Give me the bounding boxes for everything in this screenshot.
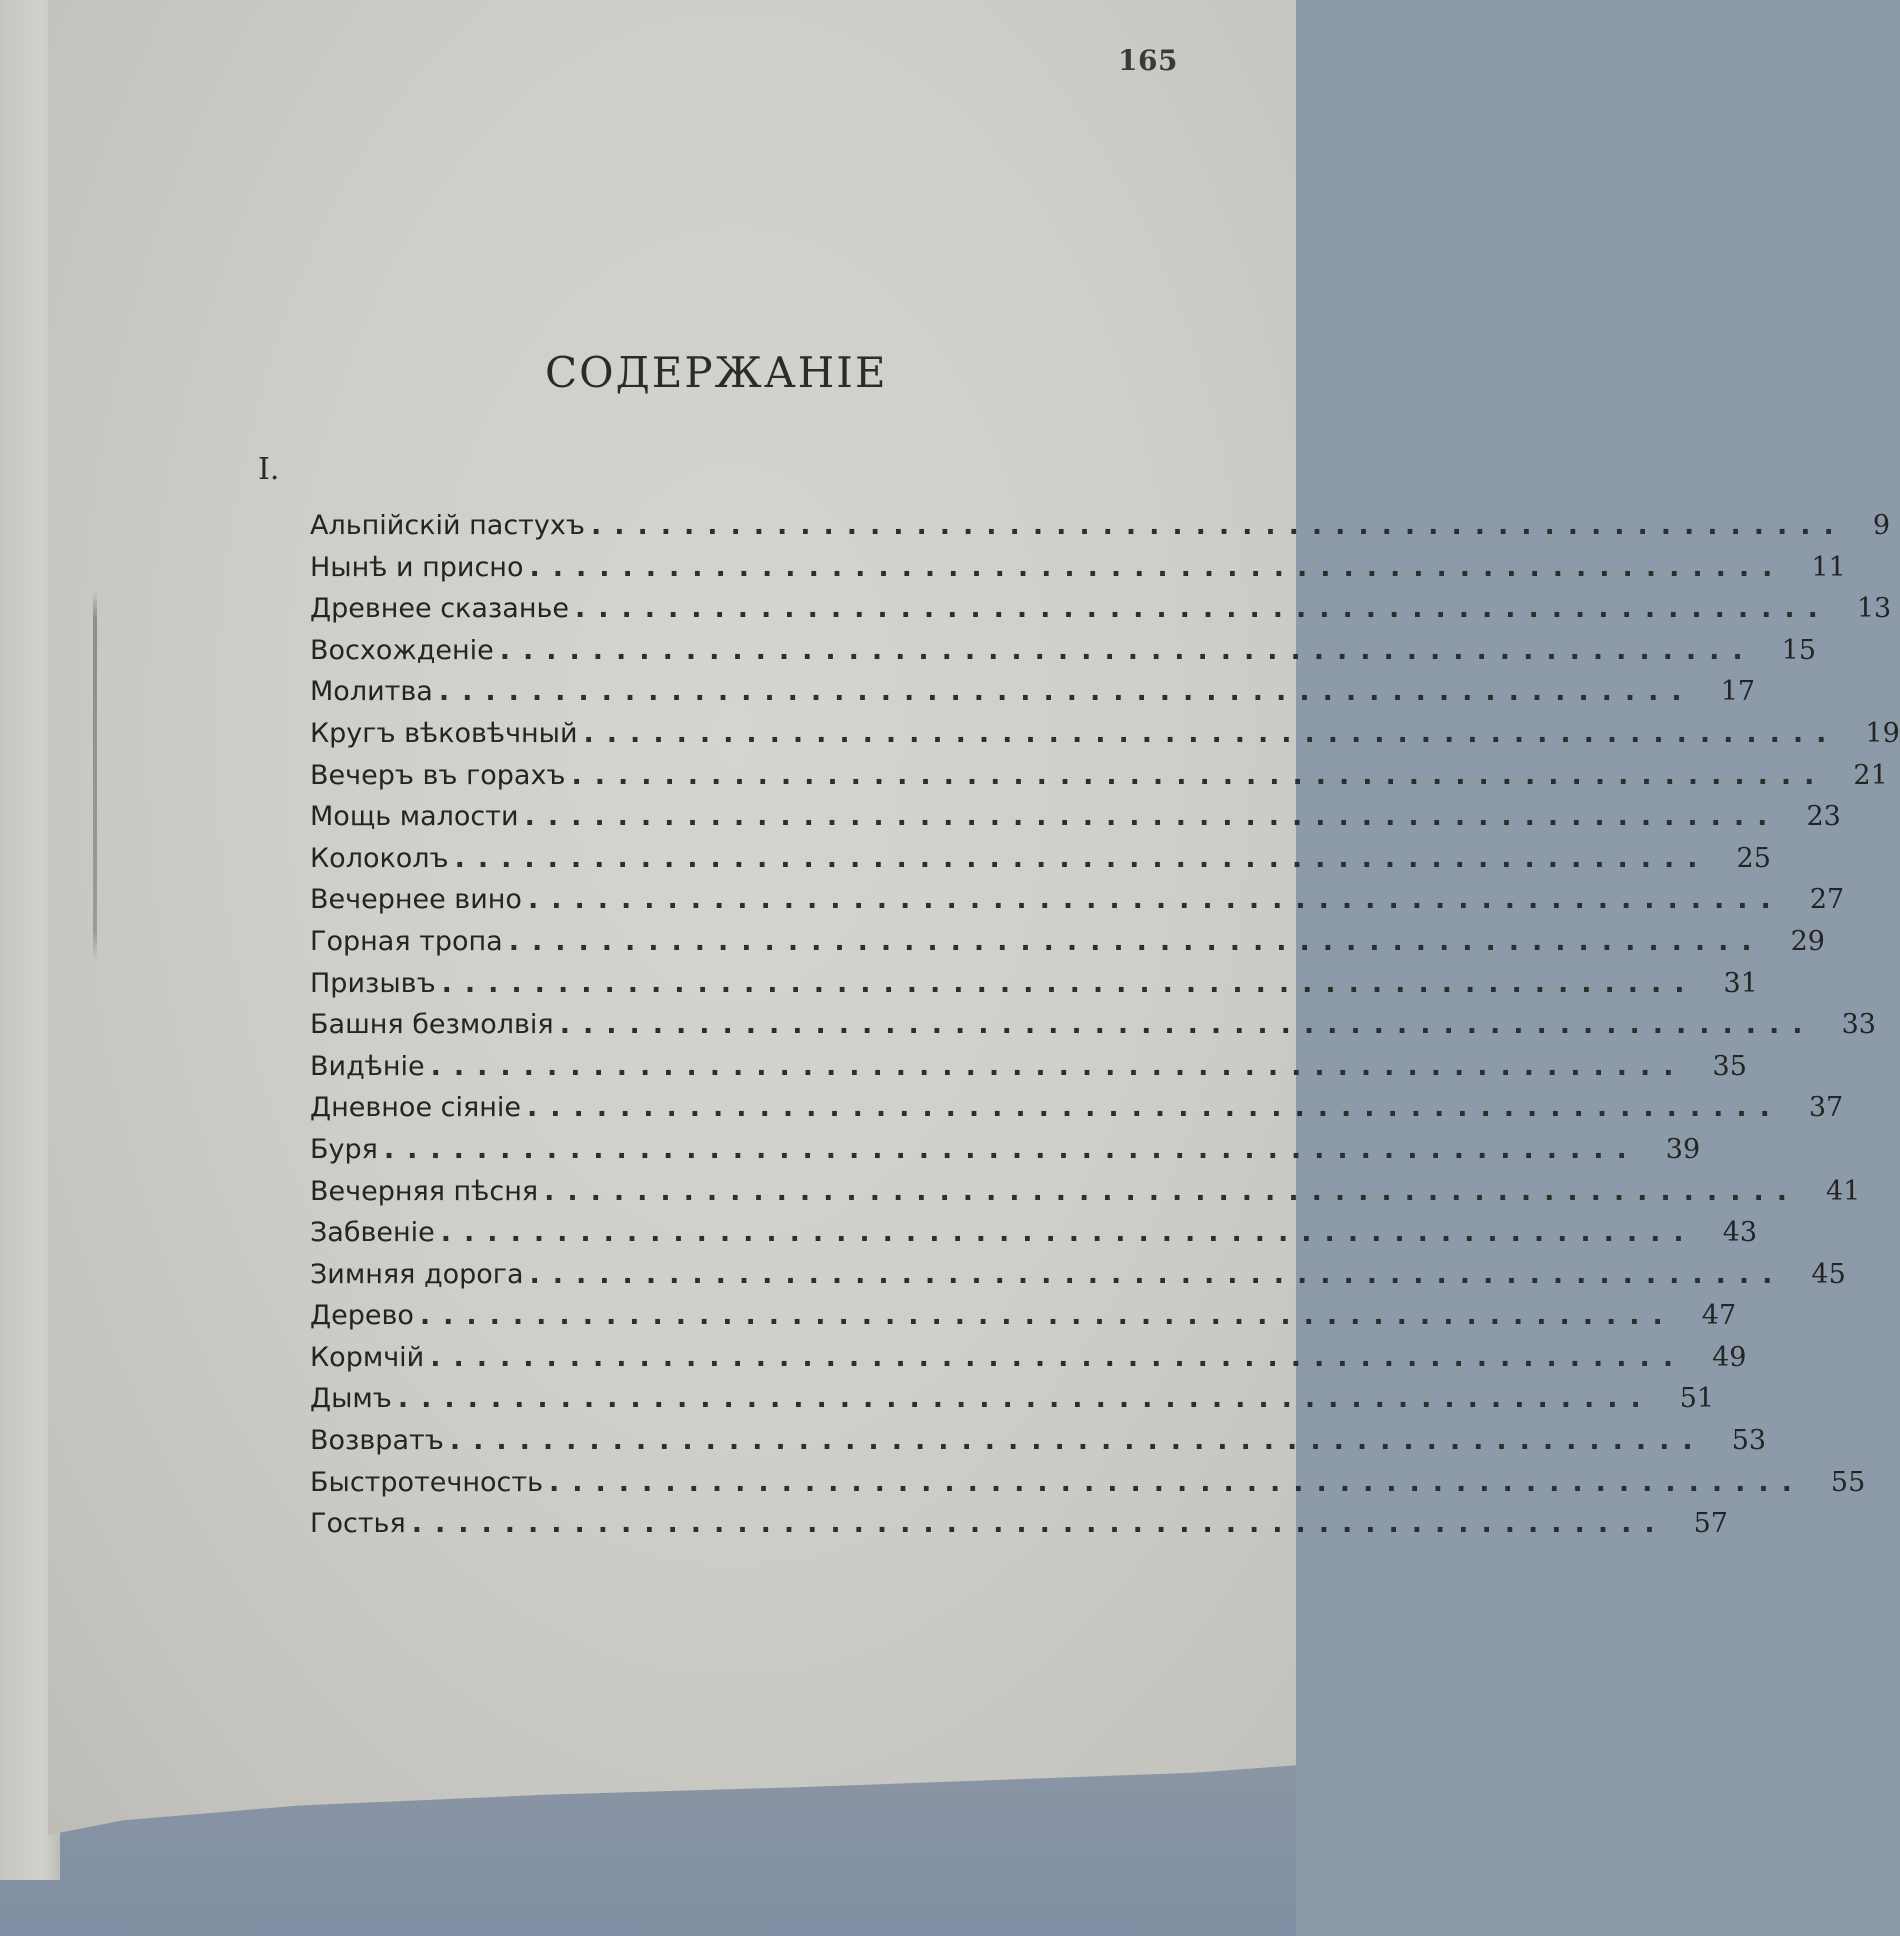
toc-entry — [310, 884, 1845, 926]
dot-leader: ...................................................... — [529, 551, 1786, 583]
toc-entry-title: Вечерняя пѣсня — [310, 1175, 539, 1207]
page-title: СОДЕРЖАНІЕ — [545, 348, 888, 397]
toc-entry-title: Видѣніе — [310, 1050, 425, 1082]
toc-entry — [310, 1175, 1861, 1218]
toc-entry-page: 31 — [1723, 967, 1758, 999]
toc-entry-title: Гостья — [310, 1508, 406, 1540]
dot-leader: ...................................................... — [527, 884, 1784, 916]
toc-entry-title: Древнее сказанье — [310, 593, 569, 625]
toc-entry-title: Вечеръ въ горахъ — [310, 759, 566, 791]
toc-entry — [310, 1050, 1747, 1093]
toc-entry-page: 39 — [1665, 1133, 1701, 1165]
toc-entry-title: Горная тропа — [310, 925, 503, 957]
toc-entry — [310, 842, 1771, 885]
toc-entry-page: 49 — [1712, 1341, 1747, 1373]
table-of-contents — [310, 510, 1900, 1550]
toc-entry-page: 15 — [1781, 634, 1816, 666]
toc-entry-page: 19 — [1865, 717, 1900, 749]
toc-entry — [310, 1425, 1767, 1467]
dot-leader: ...................................................... — [438, 676, 1695, 708]
dot-leader: ...................................................... — [508, 925, 1765, 957]
binding-crease — [93, 590, 97, 960]
toc-entry — [310, 634, 1816, 677]
dot-leader: ...................................................... — [583, 717, 1840, 749]
toc-entry-page: 9 — [1872, 510, 1890, 541]
toc-entry — [310, 1508, 1728, 1550]
toc-entry-page: 13 — [1856, 593, 1892, 625]
toc-entry — [310, 1092, 1844, 1134]
toc-entry-page: 47 — [1701, 1300, 1737, 1332]
toc-entry-page: 17 — [1720, 676, 1756, 708]
dot-leader: ...................................................... — [527, 1092, 1783, 1124]
dot-leader: ...................................................... — [499, 634, 1756, 666]
toc-entry-title: Дерево — [310, 1300, 414, 1332]
toc-entry-page: 51 — [1679, 1383, 1715, 1415]
toc-entry — [310, 967, 1758, 1010]
toc-entry — [310, 925, 1825, 968]
toc-entry — [310, 1217, 1758, 1259]
toc-entry-page: 45 — [1811, 1258, 1846, 1290]
toc-entry-title: Мощь малости — [310, 801, 519, 833]
dot-leader: ...................................................... — [524, 801, 1781, 833]
toc-entry — [310, 510, 1890, 552]
dot-leader: ...................................................... — [559, 1009, 1816, 1041]
dot-leader: ...................................................... — [549, 1466, 1805, 1498]
toc-entry-page: 21 — [1853, 759, 1888, 791]
dot-leader: ...................................................... — [441, 967, 1698, 999]
toc-entry — [310, 801, 1841, 843]
toc-entry-page: 55 — [1830, 1466, 1866, 1498]
dot-leader: ...................................................... — [383, 1133, 1640, 1165]
toc-entry-title: Восхожденіе — [310, 634, 494, 666]
toc-entry-page: 43 — [1722, 1217, 1758, 1249]
toc-entry-title: Нынѣ и присно — [310, 551, 524, 583]
dot-leader: ...................................................... — [419, 1300, 1676, 1332]
toc-entry-page: 41 — [1825, 1175, 1861, 1207]
toc-entry-page: 25 — [1736, 842, 1771, 874]
toc-entry-page: 29 — [1790, 925, 1825, 957]
dot-leader: ...................................................... — [454, 842, 1711, 874]
toc-entry-title: Колоколъ — [310, 842, 449, 874]
toc-entry — [310, 1383, 1715, 1425]
toc-entry — [310, 1466, 1866, 1509]
toc-entry-title: Возвратъ — [310, 1425, 444, 1457]
toc-entry — [310, 759, 1888, 802]
dot-leader: ...................................................... — [440, 1217, 1697, 1249]
toc-entry — [310, 1009, 1876, 1051]
toc-entry-page: 23 — [1806, 801, 1841, 833]
toc-entry-title: Кругъ вѣковѣчный — [310, 717, 578, 749]
toc-entry-title: Молитва — [310, 676, 433, 708]
toc-entry-page: 53 — [1731, 1425, 1767, 1457]
toc-entry-page: 33 — [1841, 1009, 1876, 1041]
dot-leader: ...................................................... — [544, 1175, 1800, 1207]
toc-entry-title: Башня безмолвія — [310, 1009, 554, 1041]
toc-entry-page: 35 — [1712, 1050, 1747, 1082]
toc-entry-title: Дымъ — [310, 1383, 392, 1415]
toc-entry-title: Вечернее вино — [310, 884, 522, 916]
dot-leader: ...................................................... — [430, 1050, 1687, 1082]
toc-entry — [310, 717, 1900, 760]
toc-entry — [310, 551, 1846, 594]
dot-leader: ...................................................... — [575, 593, 1831, 625]
toc-entry-page: 57 — [1693, 1508, 1728, 1540]
toc-entry-title: Призывъ — [310, 967, 436, 999]
toc-entry-title: Дневное сіяніе — [310, 1092, 521, 1124]
dot-leader: ...................................................... — [529, 1258, 1786, 1290]
toc-entry-title: Забвеніе — [310, 1217, 435, 1249]
toc-entry-page: 37 — [1808, 1092, 1844, 1124]
toc-entry-page: 11 — [1811, 551, 1846, 583]
toc-entry-page: 27 — [1809, 884, 1845, 916]
toc-entry — [310, 1258, 1846, 1301]
toc-entry — [310, 593, 1892, 635]
toc-entry — [310, 1300, 1737, 1342]
toc-entry-title: Кормчій — [310, 1341, 425, 1373]
toc-entry — [310, 1341, 1747, 1384]
toc-entry — [310, 676, 1756, 718]
toc-entry-title: Зимняя дорога — [310, 1258, 524, 1290]
dot-leader: ...................................................... — [430, 1341, 1687, 1373]
dot-leader: ...................................................... — [590, 510, 1847, 541]
toc-entry-title: Быстротечность — [310, 1466, 544, 1498]
dot-leader: ...................................................... — [571, 759, 1828, 791]
toc-entry-title: Буря — [310, 1133, 378, 1165]
dot-leader: ...................................................... — [449, 1425, 1706, 1457]
toc-entry-title: Альпійскій пастухъ — [310, 510, 585, 541]
dot-leader: ...................................................... — [397, 1383, 1654, 1415]
page-number: 165 — [1118, 44, 1178, 77]
section-heading: I. — [258, 452, 280, 487]
toc-entry — [310, 1133, 1701, 1176]
dot-leader: ...................................................... — [411, 1508, 1668, 1540]
